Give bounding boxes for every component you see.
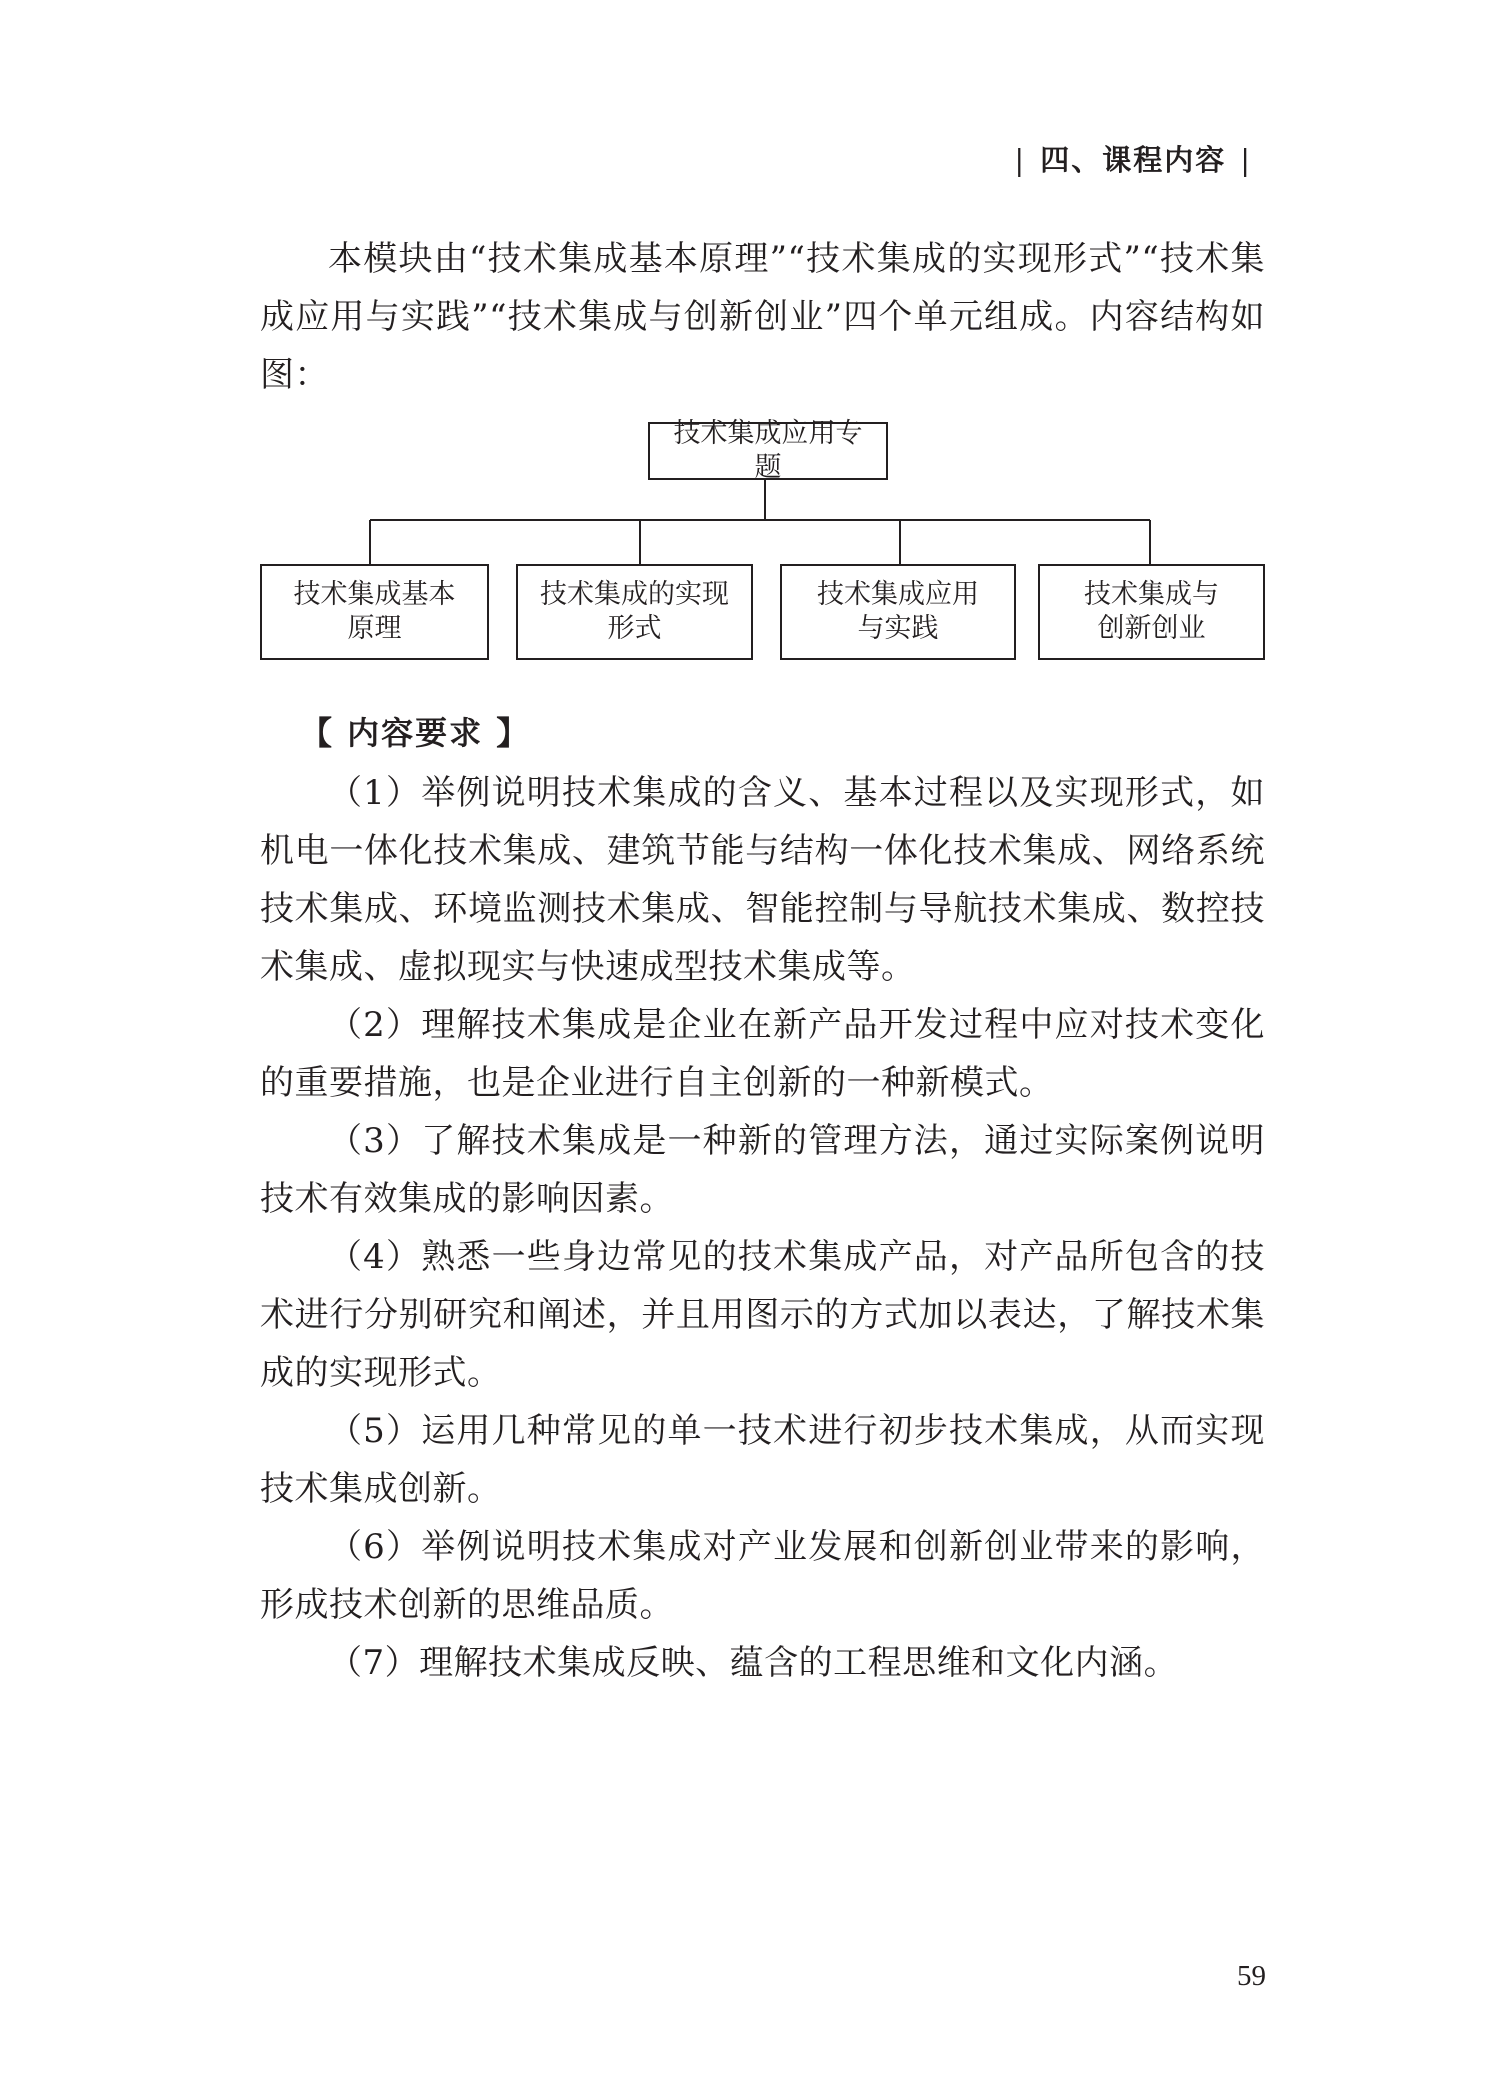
diagram-child-label-line1: 技术集成的实现 bbox=[540, 579, 729, 610]
header-section-title: 四、课程内容 bbox=[1040, 143, 1227, 177]
requirement-item: （4）熟悉一些身边常见的技术集成产品，对产品所包含的技术进行分别研究和阐述，并且用图示的方式加以表达，了解技术集成的实现形式。 bbox=[260, 1237, 1265, 1393]
requirement-item: （3）了解技术集成是一种新的管理方法，通过实际案例说明技术有效集成的影响因素。 bbox=[260, 1121, 1265, 1219]
diagram-child-label-line2: 创新创业 bbox=[1097, 613, 1206, 644]
diagram-child-label-line2: 原理 bbox=[347, 613, 402, 644]
running-header bbox=[1000, 138, 1266, 182]
diagram-root-label: 技术集成应用专题 bbox=[673, 418, 863, 483]
requirement-item: （5）运用几种常见的单一技术进行初步技术集成，从而实现技术集成创新。 bbox=[260, 1411, 1265, 1509]
diagram-child-label-line1: 技术集成基本 bbox=[293, 579, 456, 610]
diagram-child-node bbox=[1038, 564, 1265, 660]
intro-paragraph: 本模块由“技术集成基本原理”“技术集成的实现形式”“技术集成应用与实践”“技术集成与创新创业”四个单元组成。内容结构如图： bbox=[260, 239, 1265, 395]
diagram-child-label-line1: 技术集成与 bbox=[1084, 579, 1219, 610]
diagram-child-node bbox=[780, 564, 1016, 660]
diagram-root-node bbox=[648, 418, 888, 483]
requirement-item: （2）理解技术集成是企业在新产品开发过程中应对技术变化的重要措施，也是企业进行自主创新的一种新模式。 bbox=[260, 1005, 1265, 1103]
requirement-item: （7）理解技术集成反映、蕴含的工程思维和文化内涵。 bbox=[328, 1643, 1179, 1683]
page-body bbox=[260, 230, 1265, 1692]
requirement-item: （6）举例说明技术集成对产业发展和创新创业带来的影响，形成技术创新的思维品质。 bbox=[260, 1527, 1265, 1625]
diagram-child-label-line1: 技术集成应用 bbox=[817, 579, 979, 610]
header-separator-right: | bbox=[1240, 143, 1252, 177]
page-number: 59 bbox=[1237, 1960, 1266, 1992]
requirements-heading: 【 内容要求 】 bbox=[300, 714, 531, 752]
diagram-child-label-line2: 形式 bbox=[607, 613, 662, 644]
structure-diagram bbox=[260, 416, 1265, 668]
diagram-child-label-line2: 与实践 bbox=[857, 613, 939, 644]
diagram-child-node bbox=[516, 564, 753, 660]
requirement-item: （1）举例说明技术集成的含义、基本过程以及实现形式，如机电一体化技术集成、建筑节能与结构一体化技术集成、网络系统技术集成、环境监测技术集成、智能控制与导航技术集成、数控技术集成、虚拟现实与快速成型技术集成等。 bbox=[260, 773, 1265, 987]
diagram-child-node bbox=[260, 564, 489, 660]
header-separator-left: | bbox=[1014, 143, 1027, 177]
